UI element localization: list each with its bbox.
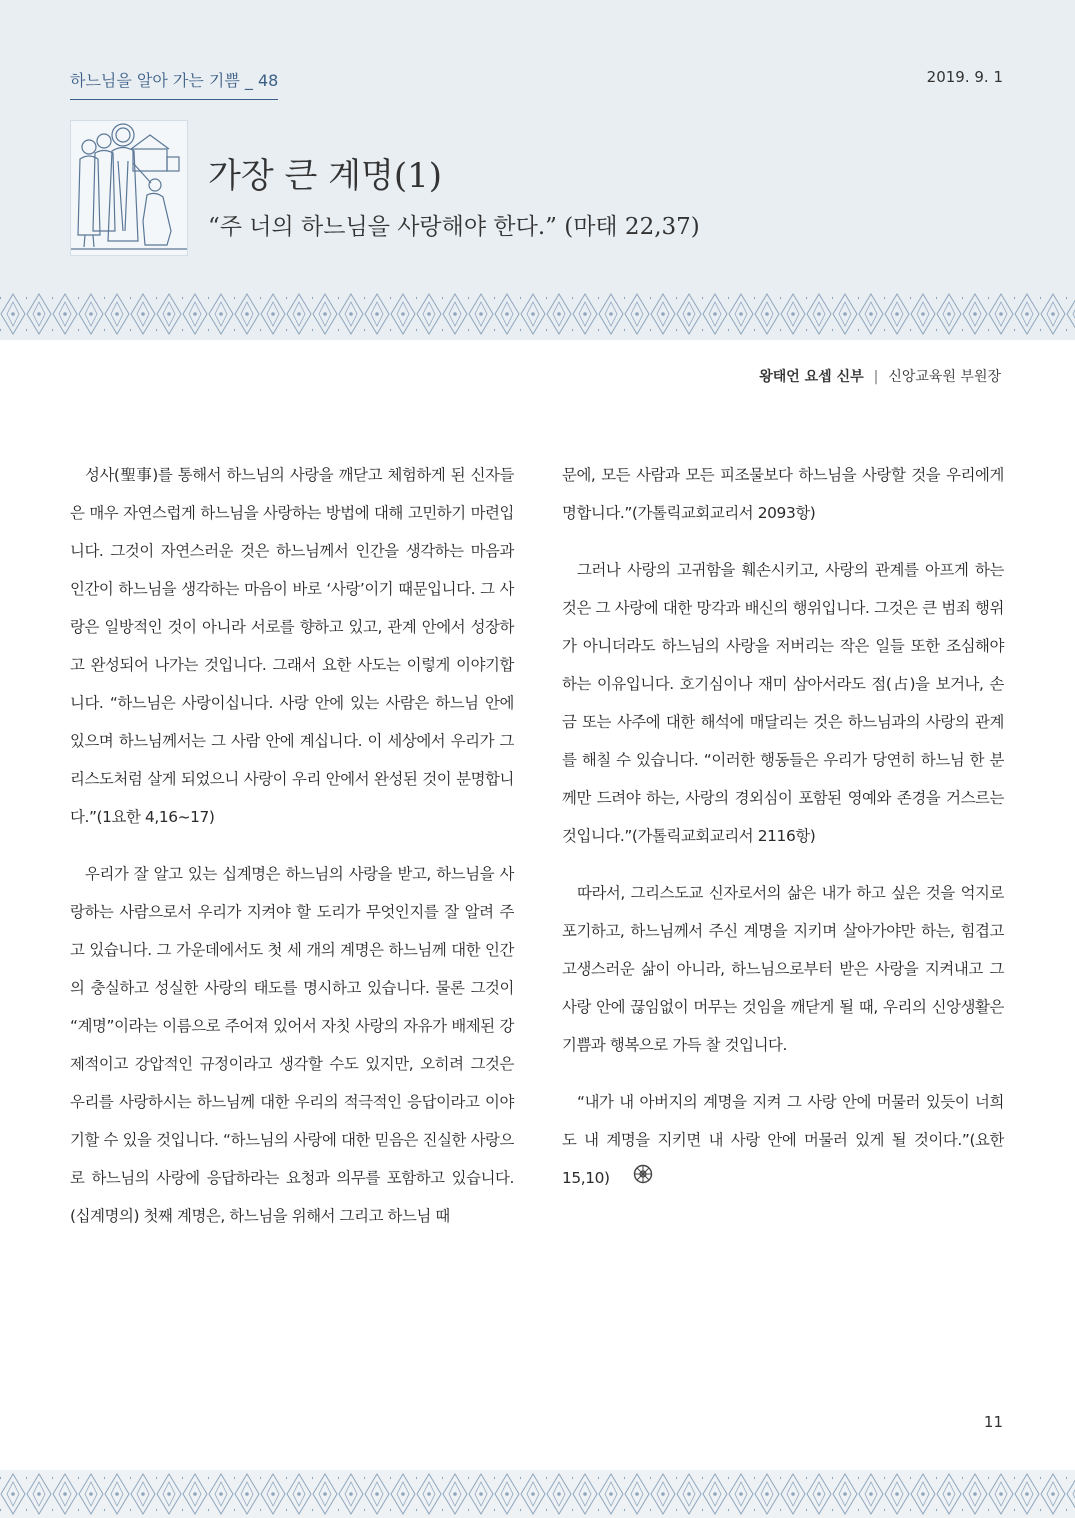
author-byline bbox=[759, 366, 1001, 386]
paragraph: 성사(聖事)를 통해서 하느님의 사랑을 깨닫고 체험하게 된 신자들은 매우 자연스럽게 하느님을 사랑하는 방법에 대해 고민하기 마련입니다. 그것이 자연스러운 것은 하느님께서 인간을 생각하는 마음과 인간이 하느님을 생각하는 마음이 바로 ‘사랑’이기 때문입니다. 그 사랑은 일방적인 것이 아니라 서로를 향하고 있고, 관계 안에서 성장하고 완성되어 나가는 것입니다. 그래서 요한 사도는 이렇게 이야기합니다. “하느님은 사랑이십니다. 사랑 안에 있는 사람은 하느님 안에 있으며 하느님께서는 그 사람 안에 계십니다. 이 세상에서 우리가 그리스도처럼 살게 되었으니 사랑이 우리 안에서 완성된 것이 분명합니다.”(1요한 4,16~17) bbox=[70, 466, 514, 826]
author-role: 신앙교육원 부원장 bbox=[888, 369, 1001, 385]
series-title: 하느님을 알아 가는 기쁨 _ 48 bbox=[70, 68, 278, 100]
article-subtitle: “주 너의 하느님을 사랑해야 한다.” (마태 22,37) bbox=[208, 214, 700, 240]
page-number: 11 bbox=[983, 1413, 1003, 1431]
closing-quote: “내가 내 아버지의 계명을 지켜 그 사랑 안에 머물러 있듯이 너희도 내 계명을 지키면 내 사랑 안에 머물러 있게 될 것이다.”(요한 15,10) bbox=[562, 1093, 1004, 1187]
article-left-column bbox=[70, 456, 514, 1254]
paragraph: 따라서, 그리스도교 신자로서의 삶은 내가 하고 싶은 것을 억지로 포기하고, 하느님께서 주신 계명을 지키며 살아가야만 하는, 힘겹고 고생스러운 삶이 아니라, 하느님으로부터 받은 사랑을 지켜내고 그 사랑 안에 끊임없이 머무는 것임을 깨닫게 될 때, 우리의 신앙생활은 기쁨과 행복으로 가득 찰 것입니다. bbox=[562, 884, 1004, 1054]
author-name: 왕태언 요셉 신부 bbox=[759, 369, 864, 385]
issue-date: 2019. 9. 1 bbox=[926, 68, 1003, 86]
paragraph: 우리가 잘 알고 있는 십계명은 하느님의 사랑을 받고, 하느님을 사랑하는 사람으로서 우리가 지켜야 할 도리가 무엇인지를 잘 알려 주고 있습니다. 그 가운데에서도 첫 세 개의 계명은 하느님께 대한 인간의 충실하고 성실한 사랑의 태도를 명시하고 있습니다. 물론 그것이 “계명”이라는 이름으로 주어져 있어서 자칫 사랑의 자유가 배제된 강제적이고 강압적인 규정이라고 생각할 수도 있지만, 오히려 그것은 우리를 사랑하시는 하느님께 대한 우리의 적극적인 응답이라고 이야기할 수 있을 것입니다. “하느님의 사랑에 대한 믿음은 진실한 사랑으로 하느님의 사랑에 응답하라는 요청과 의무를 포함하고 있습니다. (십계명의) 첫째 계명은, 하느님을 위해서 그리고 하느님 때 bbox=[70, 865, 514, 1225]
article-right-column bbox=[562, 456, 1004, 1217]
header-ornament-border bbox=[0, 290, 1075, 338]
paragraph: 문에, 모든 사람과 모든 피조물보다 하느님을 사랑할 것을 우리에게 명합니다.”(가톨릭교회교리서 2093항) bbox=[562, 466, 1004, 522]
footer-ornament-border bbox=[0, 1470, 1075, 1518]
closing-paragraph bbox=[562, 1083, 1004, 1198]
illustration-drawing bbox=[71, 121, 187, 255]
byline-separator: | bbox=[873, 369, 879, 385]
flower-end-mark-icon bbox=[618, 1160, 653, 1198]
jesus-with-disciples-illustration bbox=[70, 120, 188, 256]
paragraph: 그러나 사랑의 고귀함을 훼손시키고, 사랑의 관계를 아프게 하는 것은 그 사랑에 대한 망각과 배신의 행위입니다. 그것은 큰 범죄 행위가 아니더라도 하느님의 사랑을 저버리는 작은 일들 또한 조심해야 하는 이유입니다. 호기심이나 재미 삼아서라도 점(占)을 보거나, 손금 또는 사주에 대한 해석에 매달리는 것은 하느님과의 사랑의 관계를 해칠 수 있습니다. “이러한 행동들은 우리가 당연히 하느님 한 분께만 드려야 하는, 사랑의 경외심이 포함된 영예와 존경을 거스르는 것입니다.”(가톨릭교회교리서 2116항) bbox=[562, 561, 1004, 845]
article-title: 가장 큰 계명(1) bbox=[208, 156, 442, 196]
